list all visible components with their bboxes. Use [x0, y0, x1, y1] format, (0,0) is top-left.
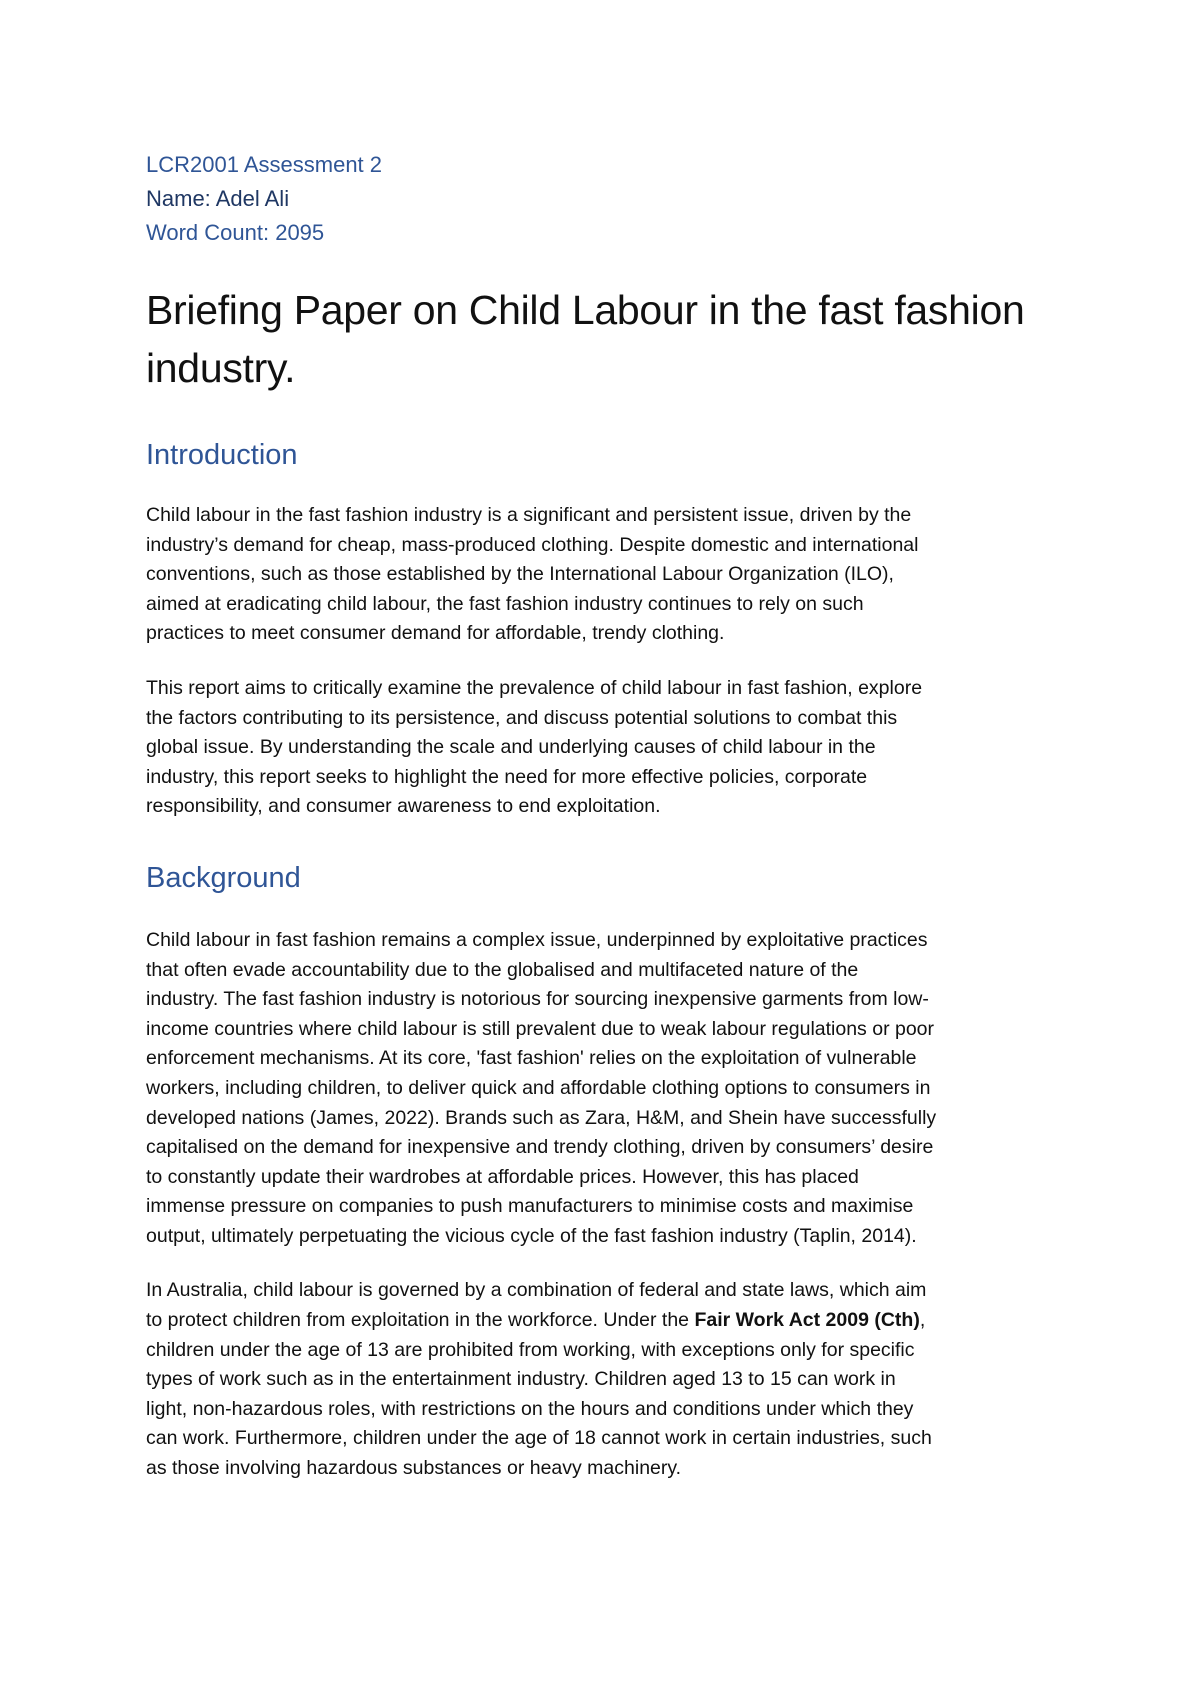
text-line: This report aims to critically examine the prevalence of child labour in fast fashion, explore — [146, 676, 923, 699]
text-line: responsibility, and consumer awareness to end exploitation. — [146, 795, 661, 818]
text-line-end: , — [919, 1309, 926, 1332]
title-line-2: industry. — [146, 345, 296, 391]
text-line: as those involving hazardous substances or heavy machinery. — [146, 1457, 682, 1480]
word-count: Word Count: 2095 — [146, 220, 325, 245]
text-line: conventions, such as those established by the International Labour Organization (ILO), — [146, 563, 894, 586]
text-line: children under the age of 13 are prohibited from working, with exceptions only for specific — [146, 1338, 915, 1361]
text-line: the factors contributing to its persistence, and discuss potential solutions to combat this — [146, 706, 898, 729]
text-line: aimed at eradicating child labour, the fast fashion industry continues to rely on such — [146, 592, 864, 615]
text-line-start: to protect children from exploitation in the workforce. Under the — [146, 1309, 695, 1332]
text-line: can work. Furthermore, children under the age of 18 cannot work in certain industries, such — [146, 1427, 932, 1450]
text-line: light, non-hazardous roles, with restrictions on the hours and conditions under which they — [146, 1397, 914, 1420]
text-line: immense pressure on companies to push manufacturers to minimise costs and maximise — [146, 1195, 914, 1218]
introduction-paragraph-2 — [146, 674, 1076, 822]
document-title — [146, 281, 1076, 397]
text-line: Child labour in the fast fashion industry is a significant and persistent issue, driven by the — [146, 504, 912, 526]
background-paragraph-2 — [146, 1276, 1076, 1483]
text-line: In Australia, child labour is governed by a combination of federal and state laws, which aim — [146, 1279, 927, 1302]
text-line: industry, this report seeks to highlight the need for more effective policies, corporate — [146, 765, 868, 788]
text-line: that often evade accountability due to the globalised and multifaceted nature of the — [146, 958, 859, 981]
text-line: output, ultimately perpetuating the vicious cycle of the fast fashion industry (Taplin, 2014). — [146, 1224, 917, 1247]
text-line: industry. The fast fashion industry is notorious for sourcing inexpensive garments from low- — [146, 988, 929, 1011]
text-line: types of work such as in the entertainment industry. Children aged 13 to 15 can work in — [146, 1368, 896, 1391]
text-line: Child labour in fast fashion remains a complex issue, underpinned by exploitative practices — [146, 928, 928, 951]
legislation-reference: Fair Work Act 2009 (Cth) — [694, 1309, 920, 1332]
background-paragraph-1 — [146, 926, 1076, 1252]
text-line: workers, including children, to deliver quick and affordable clothing options to consumers in — [146, 1076, 931, 1099]
author-name: Name: Adel Ali — [146, 186, 290, 211]
text-line: income countries where child labour is still prevalent due to weak labour regulations or poor — [146, 1017, 935, 1040]
introduction-heading: Introduction — [146, 439, 298, 471]
introduction-paragraph-1 — [146, 501, 1076, 649]
text-line: practices to meet consumer demand for affordable, trendy clothing. — [146, 622, 725, 645]
text-line: to constantly update their wardrobes at affordable prices. However, this has placed — [146, 1165, 859, 1188]
course-label: LCR2001 Assessment 2 — [146, 152, 383, 177]
text-line: developed nations (James, 2022). Brands such as Zara, H&M, and Shein have successfully — [146, 1106, 937, 1129]
text-line: enforcement mechanisms. At its core, 'fast fashion' relies on the exploitation of vulnerable — [146, 1047, 917, 1070]
text-line: capitalised on the demand for inexpensive and trendy clothing, driven by consumers’ desire — [146, 1136, 934, 1159]
background-heading: Background — [146, 861, 301, 894]
text-line: industry’s demand for cheap, mass-produced clothing. Despite domestic and international — [146, 533, 919, 556]
document-body — [146, 148, 1076, 1484]
text-line: global issue. By understanding the scale and underlying causes of child labour in the — [146, 736, 876, 759]
title-line-1: Briefing Paper on Child Labour in the fast fashion — [146, 287, 1025, 333]
